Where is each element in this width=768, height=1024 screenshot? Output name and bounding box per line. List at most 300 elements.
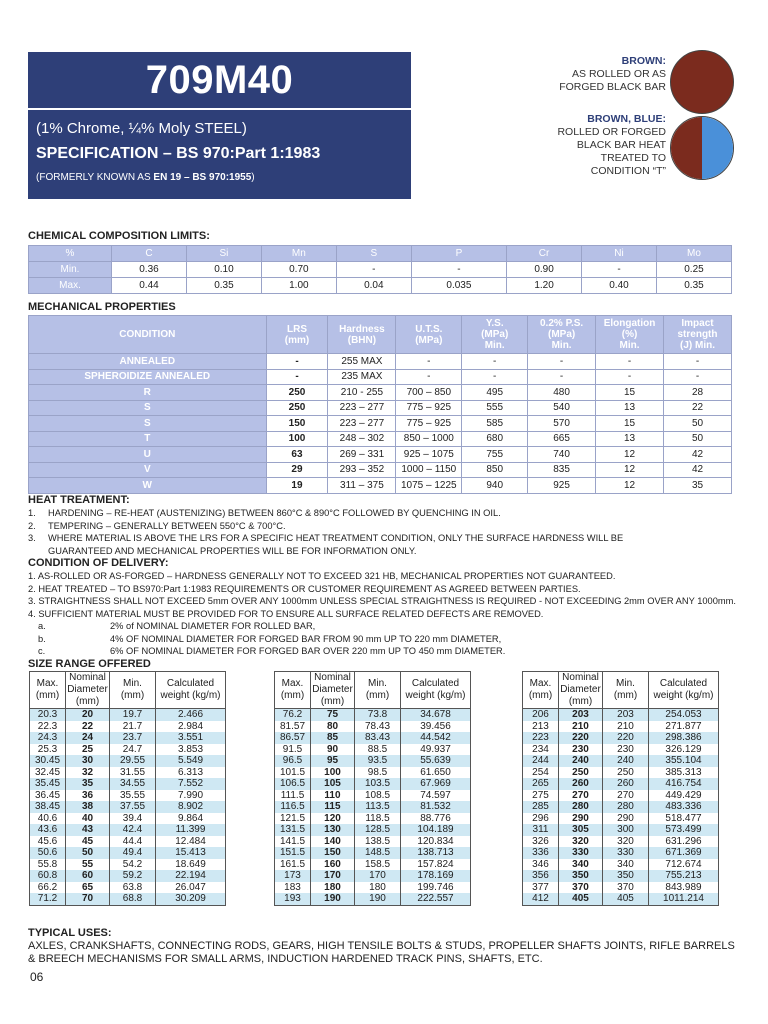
size-cell: 29.55 bbox=[110, 755, 156, 767]
mech-cell: 1000 – 1150 bbox=[396, 462, 462, 478]
chem-cell: 0.44 bbox=[112, 278, 187, 294]
mech-header-line: Min. bbox=[619, 340, 640, 351]
size-row bbox=[275, 755, 471, 767]
mech-header-cell bbox=[596, 316, 664, 354]
mech-condition-cell: S bbox=[29, 400, 267, 416]
size-header-line: (mm) bbox=[75, 696, 100, 707]
size-cell: 234 bbox=[523, 744, 559, 756]
size-cell: 290 bbox=[559, 813, 603, 825]
size-header-line: Min. bbox=[123, 678, 142, 689]
heat-item bbox=[28, 507, 623, 520]
mech-row bbox=[29, 385, 732, 401]
size-cell: 19.7 bbox=[110, 709, 156, 721]
size-cell: 55.8 bbox=[30, 859, 66, 871]
size-cell: 151.5 bbox=[275, 847, 311, 859]
mech-header-cell bbox=[328, 316, 396, 354]
size-cell: 24 bbox=[66, 732, 110, 744]
size-cell: 203 bbox=[603, 709, 649, 721]
size-row bbox=[523, 721, 719, 733]
size-header-line: Max. bbox=[281, 678, 304, 689]
size-cell: 254 bbox=[523, 767, 559, 779]
size-cell: 180 bbox=[355, 882, 401, 894]
mech-cell: 570 bbox=[528, 416, 596, 432]
mech-header-cell bbox=[462, 316, 528, 354]
size-cell: 34.678 bbox=[401, 709, 471, 721]
size-cell: 45.6 bbox=[30, 836, 66, 848]
mech-condition-cell: S bbox=[29, 416, 267, 432]
size-cell: 2.984 bbox=[156, 721, 226, 733]
mech-body bbox=[29, 354, 732, 494]
size-cell: 60.8 bbox=[30, 870, 66, 882]
size-cell: 108.5 bbox=[355, 790, 401, 802]
size-row bbox=[30, 813, 226, 825]
mech-cell: 15 bbox=[596, 416, 664, 432]
size-cell: 285 bbox=[523, 801, 559, 813]
mech-cell: 150 bbox=[266, 416, 328, 432]
grade-subtitle: (1% Chrome, ¼% Moly STEEL) bbox=[36, 120, 247, 137]
size-cell: 340 bbox=[559, 859, 603, 871]
size-header-cell bbox=[30, 672, 66, 709]
size-header-line: (mm) bbox=[365, 690, 390, 701]
size-cell: 81.532 bbox=[401, 801, 471, 813]
size-cell: 222.557 bbox=[401, 893, 471, 905]
size-row bbox=[30, 790, 226, 802]
delivery-subitem bbox=[28, 645, 736, 658]
size-cell: 88.776 bbox=[401, 813, 471, 825]
mech-section-title: MECHANICAL PROPERTIES bbox=[28, 301, 176, 313]
size-cell: 36.45 bbox=[30, 790, 66, 802]
size-cell: 140 bbox=[311, 836, 355, 848]
size-header-cell bbox=[110, 672, 156, 709]
mech-cell: 775 – 925 bbox=[396, 416, 462, 432]
mech-header-line: Elongation bbox=[603, 318, 656, 329]
legend-brown-blue-line: BLACK BAR HEAT bbox=[576, 139, 666, 151]
size-cell: 75 bbox=[311, 709, 355, 721]
size-cell: 330 bbox=[603, 847, 649, 859]
legend-brown-blue bbox=[540, 113, 666, 178]
size-cell: 250 bbox=[603, 767, 649, 779]
mech-header-line: (J) Min. bbox=[680, 340, 715, 351]
mech-header-line: Min. bbox=[551, 340, 572, 351]
size-cell: 63.8 bbox=[110, 882, 156, 894]
legend-brown-title: BROWN: bbox=[621, 55, 666, 67]
size-cell: 254.053 bbox=[649, 709, 719, 721]
size-cell: 121.5 bbox=[275, 813, 311, 825]
size-cell: 160 bbox=[311, 859, 355, 871]
size-cell: 93.5 bbox=[355, 755, 401, 767]
mech-cell: 223 – 277 bbox=[328, 400, 396, 416]
mech-header-line: (mm) bbox=[284, 334, 310, 346]
page-number: 06 bbox=[30, 970, 44, 984]
size-cell: 128.5 bbox=[355, 824, 401, 836]
size-header-line: Max. bbox=[529, 678, 552, 689]
size-cell: 483.336 bbox=[649, 801, 719, 813]
chem-cell: 1.20 bbox=[507, 278, 582, 294]
size-row bbox=[30, 882, 226, 894]
size-cell: 336 bbox=[523, 847, 559, 859]
size-cell: 34.55 bbox=[110, 778, 156, 790]
size-table-2 bbox=[274, 671, 471, 906]
size-cell: 88.5 bbox=[355, 744, 401, 756]
size-cell: 103.5 bbox=[355, 778, 401, 790]
heat-item-number: 3. bbox=[28, 533, 36, 543]
size-cell: 120.834 bbox=[401, 836, 471, 848]
size-cell: 60 bbox=[66, 870, 110, 882]
size-cell: 113.5 bbox=[355, 801, 401, 813]
mech-cell: - bbox=[266, 354, 328, 370]
mech-cell: 35 bbox=[664, 478, 732, 494]
size-cell: 141.5 bbox=[275, 836, 311, 848]
size-cell: 240 bbox=[559, 755, 603, 767]
size-cell: 311 bbox=[523, 824, 559, 836]
chem-cell: 0.90 bbox=[507, 262, 582, 278]
chem-cell: 0.35 bbox=[186, 278, 261, 294]
size-header-line: (mm) bbox=[280, 690, 305, 701]
size-cell: 96.5 bbox=[275, 755, 311, 767]
mech-cell: 665 bbox=[528, 431, 596, 447]
delivery-list bbox=[28, 570, 736, 658]
size-cell: 213 bbox=[523, 721, 559, 733]
size-row bbox=[30, 778, 226, 790]
size-row bbox=[30, 836, 226, 848]
size-row bbox=[523, 893, 719, 905]
size-header-line: (mm) bbox=[35, 690, 60, 701]
mech-cell: - bbox=[266, 369, 328, 385]
mech-cell: 850 – 1000 bbox=[396, 431, 462, 447]
heat-item-number: 1. bbox=[28, 508, 36, 518]
size-header-line: Nominal bbox=[314, 672, 351, 683]
size-cell: 25 bbox=[66, 744, 110, 756]
size-cell: 24.3 bbox=[30, 732, 66, 744]
mech-header-line: 0.2% P.S. bbox=[540, 318, 584, 329]
size-cell: 35 bbox=[66, 778, 110, 790]
header-body bbox=[28, 110, 411, 199]
size-cell: 105 bbox=[311, 778, 355, 790]
mech-condition-cell: R bbox=[29, 385, 267, 401]
size-cell: 101.5 bbox=[275, 767, 311, 779]
size-row bbox=[523, 755, 719, 767]
size-row bbox=[275, 859, 471, 871]
size-cell: 290 bbox=[603, 813, 649, 825]
mech-header-line: strength bbox=[677, 329, 718, 340]
size-cell: 31.55 bbox=[110, 767, 156, 779]
size-cell: 210 bbox=[603, 721, 649, 733]
size-cell: 55.639 bbox=[401, 755, 471, 767]
mech-cell: 835 bbox=[528, 462, 596, 478]
chem-cell: 0.04 bbox=[336, 278, 411, 294]
mech-cell: 940 bbox=[462, 478, 528, 494]
mech-cell: 12 bbox=[596, 447, 664, 463]
chemical-composition-table bbox=[28, 245, 732, 294]
mech-row bbox=[29, 447, 732, 463]
mech-cell: - bbox=[528, 354, 596, 370]
chem-cell: 0.25 bbox=[656, 262, 731, 278]
mech-cell: 50 bbox=[664, 431, 732, 447]
size-cell: 320 bbox=[559, 836, 603, 848]
size-cell: 70 bbox=[66, 893, 110, 905]
mech-cell: 13 bbox=[596, 400, 664, 416]
size-cell: 98.5 bbox=[355, 767, 401, 779]
size-cell: 250 bbox=[559, 767, 603, 779]
size-cell: 32.45 bbox=[30, 767, 66, 779]
size-row bbox=[30, 893, 226, 905]
size-header-line: Diameter bbox=[67, 684, 108, 695]
size-row bbox=[523, 859, 719, 871]
size-cell: 120 bbox=[311, 813, 355, 825]
heat-item-number: 2. bbox=[28, 520, 36, 531]
mech-header-cell bbox=[266, 316, 328, 354]
size-cell: 573.499 bbox=[649, 824, 719, 836]
mech-cell: 755 bbox=[462, 447, 528, 463]
size-cell: 412 bbox=[523, 893, 559, 905]
size-cell: 73.8 bbox=[355, 709, 401, 721]
mech-row bbox=[29, 478, 732, 494]
mech-header-line: (MPa) bbox=[481, 329, 509, 340]
delivery-subitem-text: 4% OF NOMINAL DIAMETER FOR FORGED BAR FROM 90 mm UP TO 220 mm DIAMETER, bbox=[110, 633, 502, 644]
size-cell: 230 bbox=[559, 744, 603, 756]
specification-title: SPECIFICATION – BS 970:Part 1:1983 bbox=[36, 145, 321, 162]
size-cell: 22.194 bbox=[156, 870, 226, 882]
size-cell: 55 bbox=[66, 859, 110, 871]
size-cell: 39.4 bbox=[110, 813, 156, 825]
mech-cell: 250 bbox=[266, 385, 328, 401]
size-cell: 298.386 bbox=[649, 732, 719, 744]
mech-header-line: (BHN) bbox=[347, 334, 377, 346]
size-cell: 44.4 bbox=[110, 836, 156, 848]
size-cell: 80 bbox=[311, 721, 355, 733]
size-row bbox=[523, 847, 719, 859]
size-header-line: Max. bbox=[36, 678, 59, 689]
mech-cell: 495 bbox=[462, 385, 528, 401]
size-cell: 220 bbox=[559, 732, 603, 744]
mech-cell: 50 bbox=[664, 416, 732, 432]
size-row bbox=[523, 732, 719, 744]
heat-section-title: HEAT TREATMENT: bbox=[28, 494, 130, 506]
former-bold: EN 19 – BS 970:1955 bbox=[153, 172, 252, 183]
grade-title: 709M40 bbox=[28, 52, 411, 110]
size-cell: 22.3 bbox=[30, 721, 66, 733]
size-cell: 118.5 bbox=[355, 813, 401, 825]
size-cell: 370 bbox=[603, 882, 649, 894]
mech-condition-cell: W bbox=[29, 478, 267, 494]
size-cell: 843.989 bbox=[649, 882, 719, 894]
size-cell: 280 bbox=[559, 801, 603, 813]
mech-header-line: Impact bbox=[681, 318, 714, 329]
size-cell: 21.7 bbox=[110, 721, 156, 733]
mech-cell: 19 bbox=[266, 478, 328, 494]
delivery-subitem-letter: a. bbox=[38, 621, 46, 631]
size-cell: 12.484 bbox=[156, 836, 226, 848]
delivery-subitem bbox=[28, 620, 736, 633]
chem-header-row bbox=[29, 246, 732, 262]
size-cell: 173 bbox=[275, 870, 311, 882]
mech-cell: 555 bbox=[462, 400, 528, 416]
size-row bbox=[523, 744, 719, 756]
legend-brown-line: AS ROLLED OR AS bbox=[572, 68, 666, 80]
size-header-line: (mm) bbox=[120, 690, 145, 701]
size-cell: 326.129 bbox=[649, 744, 719, 756]
size-cell: 45 bbox=[66, 836, 110, 848]
size-cell: 270 bbox=[559, 790, 603, 802]
mech-cell: 311 – 375 bbox=[328, 478, 396, 494]
size-header-line: (mm) bbox=[613, 690, 638, 701]
size-cell: 148.5 bbox=[355, 847, 401, 859]
size-cell: 518.477 bbox=[649, 813, 719, 825]
mech-header-row bbox=[29, 316, 732, 354]
size-header-line: (mm) bbox=[320, 696, 345, 707]
size-header-cell bbox=[355, 672, 401, 709]
delivery-subitem-text: 2% of NOMINAL DIAMETER FOR ROLLED BAR, bbox=[110, 621, 316, 631]
size-cell: 405 bbox=[603, 893, 649, 905]
brown-color-swatch bbox=[670, 50, 734, 114]
size-cell: 190 bbox=[355, 893, 401, 905]
size-header-line: weight (kg/m) bbox=[653, 690, 714, 701]
delivery-item: 1. AS-ROLLED OR AS-FORGED – HARDNESS GENERALLY NOT TO EXCEED 321 HB, MECHANICAL PROPERTIES NOT GUARANTEED. bbox=[28, 571, 616, 581]
size-header-cell bbox=[275, 672, 311, 709]
chem-header-cell: S bbox=[336, 246, 411, 262]
mech-cell: 223 – 277 bbox=[328, 416, 396, 432]
mech-condition-cell: U bbox=[29, 447, 267, 463]
size-cell: 67.969 bbox=[401, 778, 471, 790]
mech-cell: - bbox=[664, 369, 732, 385]
mech-cell: 700 – 850 bbox=[396, 385, 462, 401]
size-header-cell bbox=[401, 672, 471, 709]
size-header-line: weight (kg/m) bbox=[405, 690, 466, 701]
chem-body bbox=[29, 262, 732, 294]
size-header-line: Calculated bbox=[166, 678, 215, 689]
size-cell: 130 bbox=[311, 824, 355, 836]
mech-header-cell bbox=[528, 316, 596, 354]
mech-cell: - bbox=[528, 369, 596, 385]
delivery-subitem-text: 6% OF NOMINAL DIAMETER FOR FORGED BAR OVER 220 mm UP TO 450 mm DIAMETER. bbox=[110, 646, 506, 656]
size-cell: 116.5 bbox=[275, 801, 311, 813]
size-cell: 230 bbox=[603, 744, 649, 756]
mech-header-cell bbox=[396, 316, 462, 354]
mech-cell: 925 – 1075 bbox=[396, 447, 462, 463]
size-cell: 3.853 bbox=[156, 744, 226, 756]
chem-cell: - bbox=[336, 262, 411, 278]
size-cell: 35.55 bbox=[110, 790, 156, 802]
chem-cell: 0.70 bbox=[261, 262, 336, 278]
size-cell: 26.047 bbox=[156, 882, 226, 894]
size-cell: 76.2 bbox=[275, 709, 311, 721]
heat-item-text: WHERE MATERIAL IS ABOVE THE LRS FOR A SPECIFIC HEAT TREATMENT CONDITION, ONLY THE SURFACE HARDNESS WILL BE bbox=[48, 533, 624, 543]
heat-item-text: TEMPERING – GENERALLY BETWEEN 550°C & 700°C. bbox=[48, 520, 286, 531]
size-cell: 416.754 bbox=[649, 778, 719, 790]
size-cell: 131.5 bbox=[275, 824, 311, 836]
delivery-item: 2. HEAT TREATED – TO BS970:Part 1:1983 REQUIREMENTS OR CUSTOMER REQUIREMENT AS AGREED BETWEEN PARTIES. bbox=[28, 583, 581, 594]
chem-header-cell: C bbox=[112, 246, 187, 262]
legend-brown-blue-line: CONDITION “T” bbox=[590, 165, 666, 177]
chem-cell: 1.00 bbox=[261, 278, 336, 294]
mech-cell: 250 bbox=[266, 400, 328, 416]
brown-blue-color-swatch bbox=[670, 116, 734, 180]
size-cell: 111.5 bbox=[275, 790, 311, 802]
mech-row bbox=[29, 400, 732, 416]
mech-cell: 29 bbox=[266, 462, 328, 478]
size-row bbox=[523, 870, 719, 882]
size-cell: 42.4 bbox=[110, 824, 156, 836]
size-header-cell bbox=[559, 672, 603, 709]
mech-row bbox=[29, 369, 732, 385]
size-cell: 115 bbox=[311, 801, 355, 813]
size-row bbox=[275, 882, 471, 894]
size-header-row bbox=[30, 672, 226, 709]
chem-row-header: Min. bbox=[29, 262, 112, 278]
size-header-line: Diameter bbox=[312, 684, 353, 695]
mechanical-properties-table bbox=[28, 315, 732, 494]
chem-header-cell: Ni bbox=[582, 246, 657, 262]
chem-header-cell: % bbox=[29, 246, 112, 262]
size-cell: 223 bbox=[523, 732, 559, 744]
size-cell: 61.650 bbox=[401, 767, 471, 779]
size-row bbox=[275, 813, 471, 825]
heat-item-text: HARDENING – RE-HEAT (AUSTENIZING) BETWEEN 860°C & 890°C FOLLOWED BY QUENCHING IN OIL. bbox=[48, 508, 501, 518]
chem-row bbox=[29, 262, 732, 278]
size-cell: 356 bbox=[523, 870, 559, 882]
delivery-subitem-letter: c. bbox=[38, 646, 46, 656]
delivery-subitem-letter: b. bbox=[38, 633, 46, 644]
size-cell: 158.5 bbox=[355, 859, 401, 871]
size-cell: 8.902 bbox=[156, 801, 226, 813]
size-row bbox=[523, 824, 719, 836]
size-cell: 346 bbox=[523, 859, 559, 871]
mech-cell: - bbox=[462, 354, 528, 370]
size-cell: 49.937 bbox=[401, 744, 471, 756]
size-row bbox=[30, 744, 226, 756]
size-cell: 100 bbox=[311, 767, 355, 779]
heat-item bbox=[28, 545, 623, 558]
size-row bbox=[275, 836, 471, 848]
size-cell: 39.456 bbox=[401, 721, 471, 733]
size-cell: 7.552 bbox=[156, 778, 226, 790]
size-cell: 631.296 bbox=[649, 836, 719, 848]
mech-cell: - bbox=[396, 354, 462, 370]
size-cell: 244 bbox=[523, 755, 559, 767]
size-row bbox=[30, 847, 226, 859]
size-cell: 206 bbox=[523, 709, 559, 721]
delivery-item: 4. SUFFICIENT MATERIAL MUST BE PROVIDED FOR TO ENSURE ALL SURFACE RELATED DEFECTS ARE REMOVED. bbox=[28, 608, 544, 619]
chem-header-cell: Cr bbox=[507, 246, 582, 262]
size-cell: 5.549 bbox=[156, 755, 226, 767]
size-cell: 49.4 bbox=[110, 847, 156, 859]
size-cell: 24.7 bbox=[110, 744, 156, 756]
size-header-line: weight (kg/m) bbox=[160, 690, 221, 701]
size-cell: 161.5 bbox=[275, 859, 311, 871]
mech-cell: 585 bbox=[462, 416, 528, 432]
mech-cell: 1075 – 1225 bbox=[396, 478, 462, 494]
size-row bbox=[275, 778, 471, 790]
size-cell: 305 bbox=[559, 824, 603, 836]
mech-cell: 100 bbox=[266, 431, 328, 447]
size-header-cell bbox=[523, 672, 559, 709]
size-cell: 300 bbox=[603, 824, 649, 836]
size-cell: 330 bbox=[559, 847, 603, 859]
mech-header-line: CONDITION bbox=[119, 329, 176, 340]
size-cell: 183 bbox=[275, 882, 311, 894]
size-cell: 43 bbox=[66, 824, 110, 836]
size-header-line: Min. bbox=[616, 678, 635, 689]
size-row bbox=[275, 767, 471, 779]
mech-cell: - bbox=[596, 354, 664, 370]
size-cell: 6.313 bbox=[156, 767, 226, 779]
size-header-cell bbox=[66, 672, 110, 709]
legend-brown-blue-line: ROLLED OR FORGED bbox=[557, 126, 666, 138]
size-header-line: Calculated bbox=[411, 678, 460, 689]
size-header-line: Diameter bbox=[560, 684, 601, 695]
size-cell: 265 bbox=[523, 778, 559, 790]
size-cell: 157.824 bbox=[401, 859, 471, 871]
